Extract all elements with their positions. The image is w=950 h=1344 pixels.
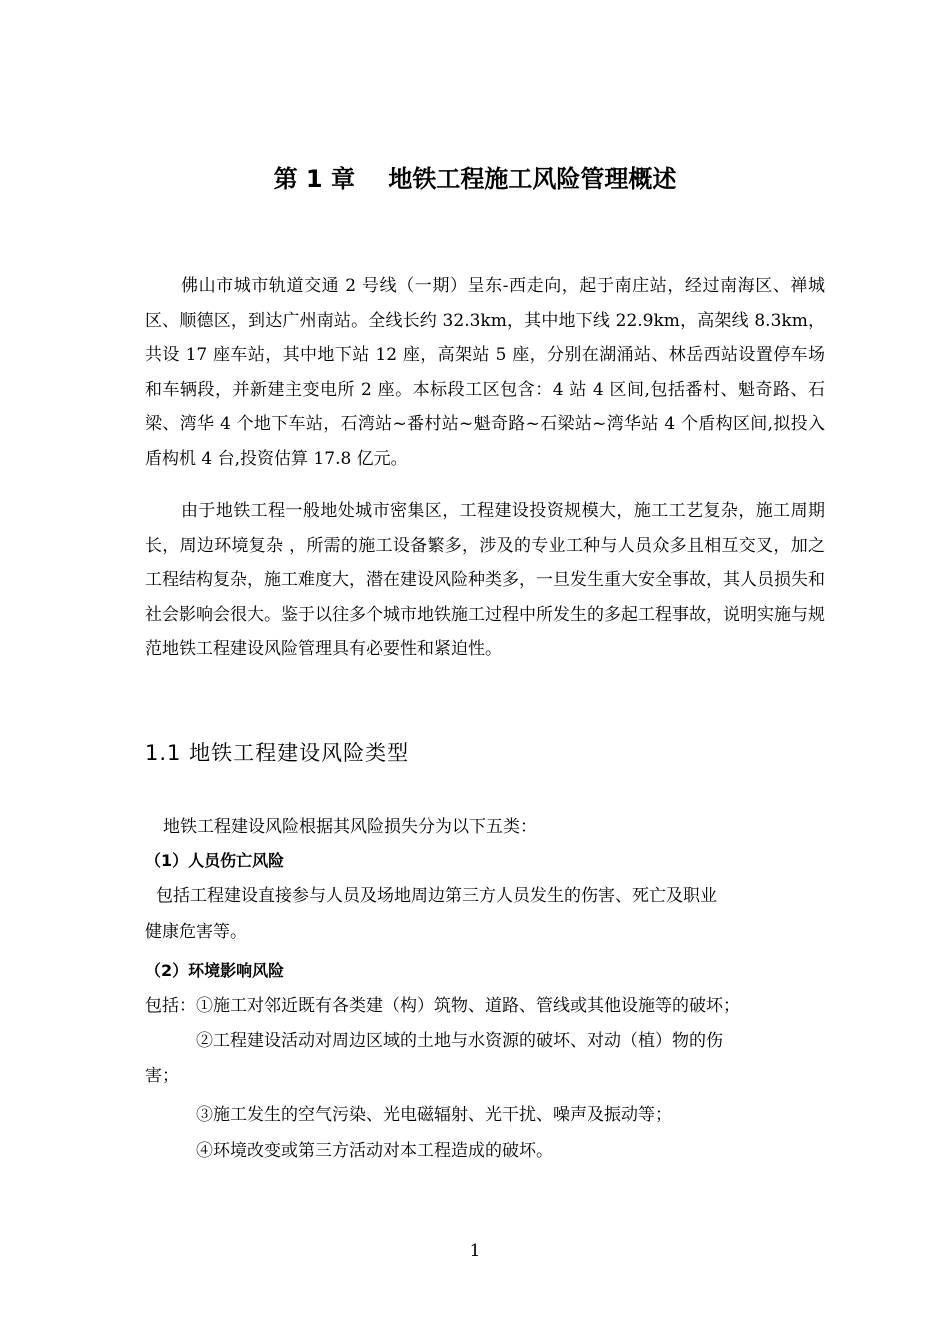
body-line: ③施工发生的空气污染、光电磁辐射、光干扰、噪声及振动等； [196,1105,672,1125]
section-title: 1.1 地铁工程建设风险类型 [145,741,410,765]
body-line: 健康危害等。 [145,922,247,942]
chapter-title: 第 1 章 地铁工程施工风险管理概述 [273,165,677,193]
body-line: 包括：①施工对邻近既有各类建（构）筑物、道路、管线或其他设施等的破坏； [145,996,740,1016]
body-line: ④环境改变或第三方活动对本工程造成的破坏。 [196,1141,553,1161]
body-paragraph: 由于地铁工程一般地处城市密集区，工程建设投资规模大，施工工艺复杂，施工周期长，周边环境复杂 ，所需的施工设备繁多，涉及的专业工种与人员众多且相互交叉，加之工程结构复杂，施工难度大，潜在建设风险种类多，一旦发生重大安全事故，其人员损失和社会影响会很大。鉴于以往多个城市地铁施工过程中所发生的多起工程事故，说明实施与规范地铁工程建设风险管理具有必要性和紧迫性。 [145,501,825,659]
body-line: ②工程建设活动对周边区域的土地与水资源的破坏、对动（植）物的伤 [196,1031,723,1051]
body-line: 包括工程建设直接参与人员及场地周边第三方人员发生的伤害、死亡及职业 [156,886,717,906]
risk-category-heading: （1）人员伤亡风险 [145,851,285,870]
risk-category-heading: （2）环境影响风险 [145,961,285,980]
body-paragraph: 佛山市城市轨道交通 2 号线（一期）呈东-西走向，起于南庄站，经过南海区、禅城区、顺德区，到达广州南站。全线长约 32.3km，其中地下线 22.9km，高架线 8.3km，共设 17 座车站，其中地下站 12 座，高架站 5 座，分别在湖涌站、林岳西站设置停车场和车辆段，并新建主变电所 2 座。本标段工区包含：4 站 4 区间,包括番村、魁奇路、石梁、湾华 4 个地下车站，石湾站~番村站~魁奇路~石梁站~湾华站 4 个盾构区间,拟投入盾构机 4 台,投资估算 17.8 亿元。 [145,276,825,469]
body-line: 害； [145,1066,179,1086]
section-intro-line: 地铁工程建设风险根据其风险损失分为以下五类： [163,817,537,837]
page-number: 1 [469,1241,481,1261]
